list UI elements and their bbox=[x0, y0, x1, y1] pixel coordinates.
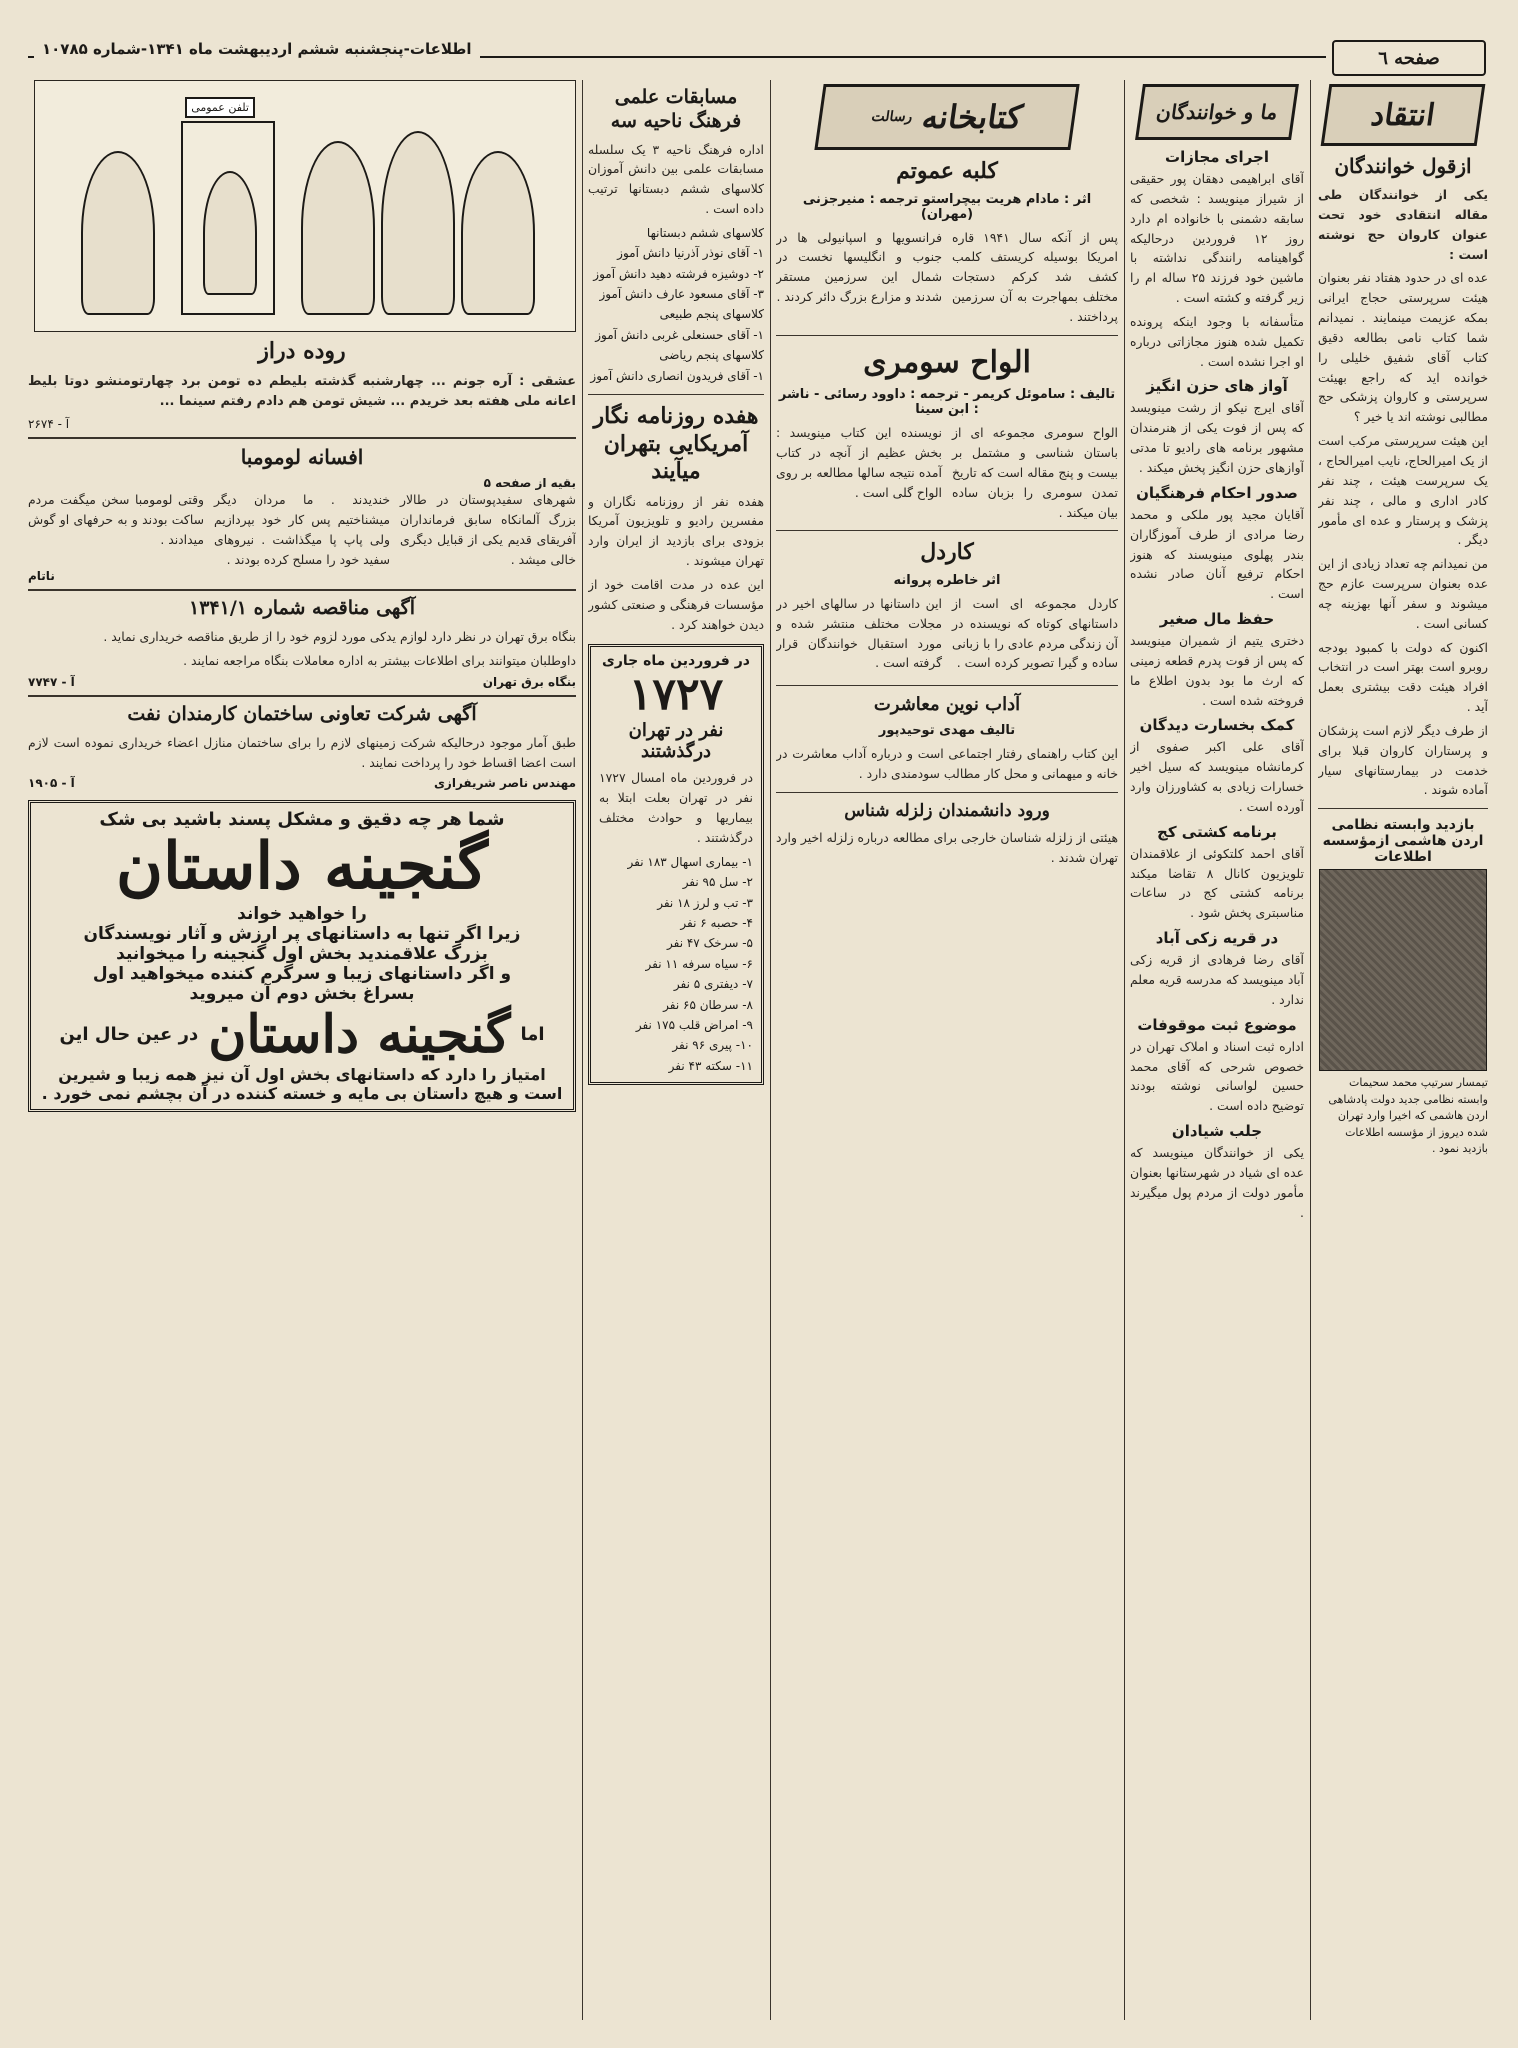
divider bbox=[776, 792, 1118, 793]
ad-line: بزرگ علاقمندید بخش اول گنجینه را میخوانید bbox=[116, 943, 488, 964]
column-title: روده دراز bbox=[258, 338, 346, 364]
column-news bbox=[588, 80, 764, 2020]
divider bbox=[28, 695, 576, 697]
column-rule bbox=[1310, 80, 1311, 2020]
stat-number: ۱۷۲۷ bbox=[628, 669, 724, 721]
stat-list bbox=[599, 852, 753, 1076]
library-logo bbox=[814, 84, 1079, 150]
paragraph: آقایان مجید پور ملکی و محمد رضا مرادی از طرف آموزگاران بندر پهلوی مینویسند که هنوز احکام ترفیع آنان صادر نشده است . bbox=[1130, 506, 1304, 602]
column-rule bbox=[1124, 80, 1125, 2020]
paragraph: متأسفانه با وجود اینکه پرونده تکمیل شده هنوز مجازاتی درباره او اجرا نشده است . bbox=[1130, 313, 1304, 369]
intro-text: یکی از خوانندگان طی مقاله انتقادی خود تحت عنوان کاروان حج نوشته است : bbox=[1318, 187, 1488, 262]
ad-title: آگهی شرکت تعاونی ساختمان کارمندان نفت bbox=[127, 702, 477, 725]
library-logo-sub: رسالت bbox=[870, 109, 914, 125]
issue-info: اطلاعات-پنجشنبه ششم اردیبهشت ماه ۱۳۴۱-شماره ۱۰۷۸۵ bbox=[34, 40, 480, 58]
news-title: مسابقات علمی فرهنگ ناحیه سه bbox=[610, 86, 742, 132]
ad-title: آگهی مناقصه شماره ۱۳۴۱/۱ bbox=[189, 597, 415, 620]
ad-line: است و هیچ داستان بی مایه و خسته کننده در آن بچشم نمی خورد . bbox=[41, 1083, 563, 1103]
paragraph: من نمیدانم چه تعداد زیادی از این عده بعنوان سرپرست عازم حج میشوند و سفر آنها بهزینه چه کسانی است . bbox=[1318, 556, 1488, 631]
divider bbox=[1318, 808, 1488, 809]
paragraph: آقای رضا فرهادی از قریه زکی آباد مینویسد که مدرسه قریه معلم ندارد . bbox=[1130, 952, 1304, 1007]
column-readers bbox=[1130, 80, 1304, 2020]
section-heading: در قریه زکی آباد bbox=[1155, 929, 1279, 948]
continuation-note: بقیه از صفحه ۵ bbox=[483, 476, 576, 491]
list-item: ۱- آقای فریدون انصاری دانش آموز bbox=[590, 368, 764, 383]
section-heading: آواز های حزن انگیز bbox=[1146, 377, 1288, 396]
paragraph: کاردل مجموعه ای است از داستانهای کوتاه که نویسنده در آن زندگی مردم عادی را با زبانی ساده و گیرا تصویر کرده است . bbox=[952, 595, 1118, 671]
column-rule bbox=[770, 80, 771, 2020]
list-item: ۶- سیاه سرفه ۱۱ نفر bbox=[645, 956, 753, 971]
phone-booth-sign: تلفن عمومی bbox=[185, 97, 255, 118]
stat-title: نفر در تهران درگذشتند bbox=[628, 720, 724, 763]
masthead bbox=[28, 36, 1486, 78]
paragraph: آقای احمد کلتکوئی از علاقمندان تلویزیون کانال ۸ تقاضا میکند برنامه کشتی کج در ساعات مناسبتری پخش شود . bbox=[1130, 845, 1304, 921]
paragraph: نویسنده این کتاب مینویسد : بخش عظیم از آنچه در کتاب آمده نتیجه سالها مطالعه بر روی الواح گلی است . bbox=[776, 425, 942, 500]
divider bbox=[776, 685, 1118, 686]
paragraph: آقای ایرج نیکو از رشت مینویسد که پس از فوت یکی از هنرمندان مشهور برنامه های رادیو تا مدتی آوازهای حزن انگیز پخش میکند . bbox=[1130, 400, 1304, 475]
paragraph: از طرف دیگر لازم است پزشکان و پرستاران کاروان قبلا برای خدمت در بیمارستانهای سیار آماده شوند . bbox=[1318, 722, 1488, 798]
paragraph: عده ای در حدود هفتاد نفر بعنوان هیئت سرپرستی حجاج ایرانی بمکه عزیمت مینمایند . نمیدانم شما کتاب نامی بطالعه دقیق کتاب آقای شفیق خلیلی را خوانده اید که راجع بهیئت سرپرستی و کاروان پزشکی حج مطالبی نوشته اند یا خیر ؟ bbox=[1318, 270, 1488, 425]
cartoon-figure bbox=[81, 151, 155, 315]
paragraph: خندیدند . ما مردان دیگر میشناختیم پس کار خود بپردازیم ولی پاپ پا میگذاشت . نیروهای سفید خود را مسلح کرده بودند . bbox=[214, 492, 390, 567]
list-item: ۴- حصبه ۶ نفر bbox=[680, 915, 753, 930]
ad-line: در عین حال این bbox=[59, 1023, 199, 1045]
book-title: آداب نوین معاشرت bbox=[873, 694, 1021, 716]
photo-caption: تیمسار سرتیپ محمد سحیمات وابسته نظامی جدید دولت پادشاهی اردن هاشمی که اخیرا وارد تهران شده دیروز از مؤسسه اطلاعات بازدید نمود . bbox=[1328, 1076, 1488, 1156]
book-byline: تالیف : ساموئل کریمر - ترجمه : داوود رسائی - ناشر : ابن سینا bbox=[778, 387, 1116, 418]
list-item: ۱- آقای حسنعلی غربی دانش آموز bbox=[595, 327, 764, 342]
cartoon-figure bbox=[381, 131, 455, 315]
divider bbox=[28, 589, 576, 591]
ad-brand: گنجینه داستان bbox=[115, 829, 489, 905]
column-rule bbox=[582, 80, 583, 2020]
list-item: ۱- آقای نوذر آذرنیا دانش آموز bbox=[617, 246, 764, 261]
paragraph: این هیئت سرپرستی مرکب است از یک امیرالحاج، نایب امیرالحاج ، یک سرپرست هیئت ، چند نفر کادر اداری و مالی ، چند نفر پزشک و پرستار و عده ای مأمور دیگر . bbox=[1318, 433, 1488, 548]
list-item: کلاسهای پنجم ریاضی bbox=[659, 348, 764, 363]
divider bbox=[588, 394, 764, 395]
cartoon-figure bbox=[301, 141, 375, 315]
list-item: ۱- بیماری اسهال ۱۸۳ نفر bbox=[627, 854, 753, 869]
list-item: ۸- سرطان ۶۵ نفر bbox=[663, 997, 753, 1012]
paragraph: هفده نفر از روزنامه نگاران و مفسرین رادیو و تلویزیون آمریکا بزودی برای بازدید از ایران وارد تهران میشوند . bbox=[588, 493, 764, 569]
page-number-box bbox=[1332, 40, 1486, 76]
paragraph: دختری یتیم از شمیران مینویسد که پس از فوت پدرم قطعه زمینی که ارث ما بود بدون اطلاع ما فروخته شده است . bbox=[1130, 633, 1304, 708]
ad-signature: بنگاه برق تهران bbox=[482, 674, 576, 689]
ad-line: زیرا اگر تنها به داستانهای پر ارزش و آثار نویسندگان bbox=[83, 923, 521, 944]
paragraph: در فروردین ماه امسال ۱۷۲۷ نفر در تهران بعلت ابتلا به بیماریها و حوادث مختلف درگذشتند . bbox=[599, 770, 753, 845]
statistics-box bbox=[588, 644, 764, 1085]
paragraph: فرانسویها و اسپانیولی ها در جنوب و انگلیسها نخست در شمال این سرزمین مستقر شدند و مزارع بزرگ دائر کردند . bbox=[776, 229, 942, 305]
paragraph: این عده در مدت اقامت خود از مؤسسات فرهنگی و صنعتی کشور دیدن خواهند کرد . bbox=[588, 576, 764, 632]
book-text bbox=[776, 228, 1118, 327]
article-text bbox=[28, 490, 576, 569]
paragraph: اداره ثبت اسناد و املاک تهران در خصوص شرحی که آقای محمد حسین لواسانی نوشته بودند توضیح داده است . bbox=[1130, 1038, 1304, 1114]
book-byline: اثر خاطره پروانه bbox=[893, 572, 1001, 588]
paragraph: پس از آنکه سال ۱۹۴۱ قاره امریکا بوسیله کریستف کلمب کشف شد کرکم دستجات مختلف بمهاجرت به آن سرزمین پرداختند . bbox=[952, 229, 1118, 324]
photo-title: بازدید وابسته نظامی اردن هاشمی ازمؤسسه اطلاعات bbox=[1322, 817, 1484, 866]
ad-brand-row bbox=[39, 1004, 565, 1065]
ad-line: را خواهید خواند bbox=[237, 903, 367, 924]
divider bbox=[28, 437, 576, 439]
news-photo bbox=[1319, 869, 1487, 1071]
column-criticism bbox=[1318, 80, 1488, 2020]
ad-brand: گنجینه داستان bbox=[208, 1003, 511, 1065]
list-item: ۲- سل ۹۵ نفر bbox=[682, 875, 753, 890]
ad-line: شما هر چه دقیق و مشکل پسند باشید بی شک bbox=[99, 809, 505, 831]
book-byline: تالیف مهدی توحیدپور bbox=[878, 722, 1016, 738]
list-item: ۹- امراض قلب ۱۷۵ نفر bbox=[635, 1017, 753, 1032]
list-item: ۷- دیفتری ۵ نفر bbox=[673, 977, 753, 992]
section-heading: جلب شیادان bbox=[1171, 1122, 1263, 1141]
page-label: صفحه ٦ bbox=[1378, 47, 1440, 69]
column-library bbox=[776, 80, 1118, 2020]
book-title: کلبه عموتم bbox=[896, 158, 998, 184]
readers-logo: ما و خوانندگان bbox=[1135, 84, 1299, 140]
section-heading: صدور احکام فرهنگیان bbox=[1136, 483, 1298, 502]
book-advertisement bbox=[28, 800, 576, 1112]
ad-footer bbox=[28, 776, 576, 790]
section-heading: اجرای مجازات bbox=[1165, 148, 1269, 166]
ad-line: بسراغ بخش دوم آن میروید bbox=[189, 983, 415, 1004]
paragraph: الواح سومری مجموعه ای از باستان شناسی و مشتمل بر بیست و پنج مقاله است که تاریخ تمدن سومری را بزبان ساده بیان میکند . bbox=[952, 425, 1118, 520]
paragraph: اکنون که دولت با کمبود بودجه روبرو است بهتر است در انتخاب افراد هیئت دقت بیشتری بعمل آید . bbox=[1318, 639, 1488, 715]
library-logo-text: کتابخانه bbox=[919, 98, 1026, 136]
news-title: ورود دانشمندان زلزله شناس bbox=[844, 800, 1050, 821]
list-item: کلاسهای ششم دبستانها bbox=[646, 225, 764, 240]
paragraph: اداره فرهنگ ناحیه ۳ یک سلسله مسابقات علمی بین دانش آموزان کلاسهای ششم دبستانها ترتیب داده است . bbox=[588, 141, 764, 217]
divider bbox=[776, 335, 1118, 336]
book-text bbox=[776, 423, 1118, 522]
stat-header: در فروردین ماه جاری bbox=[602, 653, 750, 670]
column-heading: ازقول خوانندگان bbox=[1334, 154, 1472, 178]
ad-line: اما bbox=[520, 1023, 545, 1045]
paragraph: این داستانها در سالهای اخیر در مجلات مختلف منتشر شده و مورد استقبال خوانندگان قرار گرفته است . bbox=[776, 595, 942, 671]
list-item: ۳- آقای مسعود عارف دانش آموز bbox=[599, 287, 764, 302]
article-title: افسانه لومومبا bbox=[240, 445, 364, 470]
paragraph: بنگاه برق تهران در نظر دارد لوازم یدکی مورد لزوم خود را از طریق مناقصه خریداری نماید . bbox=[103, 629, 576, 645]
paragraph: طبق آمار موجود درحالیکه شرکت زمینهای لازم را برای ساختمان منازل اعضاء خریداری نموده است لازم است اعضا اقساط خود را پرداخت نمایند . bbox=[28, 734, 576, 770]
ad-reference: آ - ۱۹۰۵ bbox=[28, 776, 75, 791]
winners-list bbox=[588, 223, 764, 386]
paragraph: یکی از خوانندگان مینویسد که عده ای شیاد در شهرستانها بعنوان مأمور دولت از مردم پول میگیرند . bbox=[1130, 1145, 1304, 1220]
ad-signature: مهندس ناصر شریفرازی bbox=[433, 776, 576, 791]
paragraph: عشقی : آره جونم ... چهارشنبه گذشته بلیطم ده تومن برد چهارتومنشو دوتا بلیط اعانه ملی هفته بعد خریدم ... شیش تومن هم دادم رفتم سینما ... bbox=[28, 373, 576, 410]
list-item: ۵- سرخک ۴۷ نفر bbox=[667, 936, 753, 951]
ad-line: و اگر داستانهای زیبا و سرگرم کننده میخواهید اول bbox=[92, 963, 512, 984]
paragraph: شهرهای سفیدپوستان در طالار بزرگ آلمانکاه سابق فرمانداران آفریقای قدیم یکی از قبایل دیگری خالی میشد . bbox=[400, 492, 576, 567]
paragraph: هیئتی از زلزله شناسان خارجی برای مطالعه درباره زلزله اخیر وارد تهران شدند . bbox=[776, 829, 1118, 865]
section-heading: حفظ مال صغیر bbox=[1159, 610, 1275, 629]
list-item: ۲- دوشیزه فرشته دهید دانش آموز bbox=[593, 266, 764, 281]
list-item: کلاسهای پنجم طبیعی bbox=[659, 307, 764, 322]
ad-footer bbox=[28, 675, 576, 689]
to-be-continued: ناتام bbox=[28, 569, 55, 584]
book-title: کاردل bbox=[920, 539, 974, 566]
list-item: ۳- تب و لرز ۱۸ نفر bbox=[657, 895, 753, 910]
divider bbox=[776, 530, 1118, 531]
paragraph: این کتاب راهنمای رفتار اجتماعی است و درباره آداب معاشرت در خانه و میهمانی و محل کار مطالب سودمندی دارد . bbox=[776, 745, 1118, 781]
cartoon-figure bbox=[203, 171, 257, 295]
ad-line: امتیاز را دارد که داستانهای بخش اول آن نیز همه زیبا و شیرین bbox=[58, 1064, 546, 1084]
list-item: ۱۱- سکته ۴۳ نفر bbox=[668, 1058, 753, 1073]
paragraph: آقای علی اکبر صفوی از کرمانشاه مینویسد که سیل اخیر خسارات زیادی به کشاورزان وارد آورده است . bbox=[1130, 739, 1304, 814]
book-byline: اثر : مادام هریت بیچراستو ترجمه : منیرجزنی (مهران) bbox=[802, 191, 1092, 222]
section-heading: موضوع ثبت موقوفات bbox=[1137, 1015, 1297, 1034]
section-heading: کمک بخسارت دیدگان bbox=[1139, 716, 1295, 735]
news-title: هفده روزنامه نگار آمریکایی بتهران میآیند bbox=[593, 403, 759, 484]
paragraph: وقتی لومومبا سخن میگفت مردم ساکت بودند و به حرفهای او گوش میدادند . bbox=[28, 492, 204, 547]
book-title: الواح سومری bbox=[863, 344, 1031, 380]
book-text bbox=[776, 594, 1118, 677]
list-item: ۱۰- پیری ۹۶ نفر bbox=[672, 1038, 753, 1053]
column-left bbox=[28, 80, 576, 2020]
criticism-logo: انتقاد bbox=[1321, 84, 1486, 146]
section-heading: برنامه کشتی کج bbox=[1157, 822, 1277, 841]
cartoon-figure bbox=[461, 151, 535, 315]
paragraph: داوطلبان میتوانند برای اطلاعات بیشتر به اداره معاملات بنگاه مراجعه نمایند . bbox=[183, 653, 576, 669]
paragraph: آقای ابراهیمی دهقان پور حقیقی از شیراز مینویسد : شخصی که سابقه دشمنی با خانواده ام دارد روز ۱۲ فروردین درحالیکه گواهینامه رانندگی نداشته با ماشین خود فرزند ۲۵ ساله ام را زیر گرفته و کشته است . bbox=[1130, 171, 1304, 306]
ad-reference: آ - ۲۶۷۴ bbox=[28, 417, 70, 432]
ad-reference: آ - ۷۷۴۷ bbox=[28, 674, 75, 689]
cartoon bbox=[34, 80, 576, 332]
